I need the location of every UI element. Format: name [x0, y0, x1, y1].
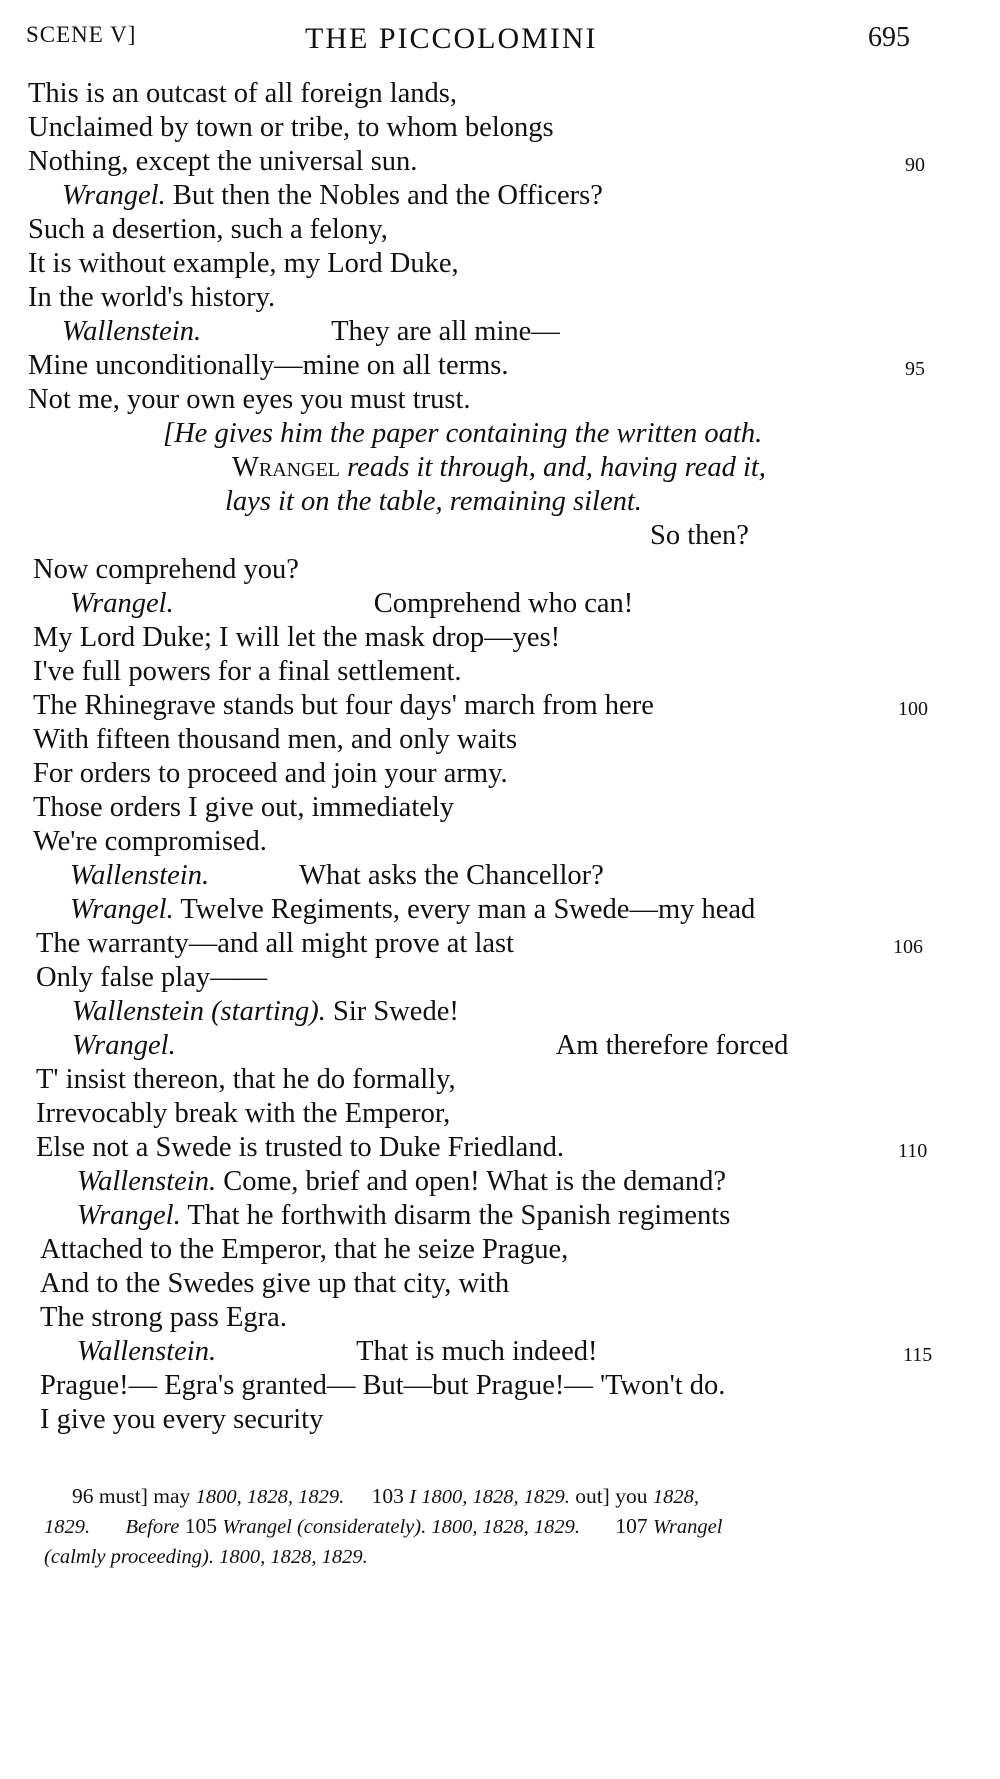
speech-text: Comprehend who can! [373, 588, 634, 619]
speech-text: What asks the Chancellor? [299, 860, 604, 891]
stage-direction: Wrangel reads it through, and, having read it, [232, 452, 766, 483]
verse-line: This is an outcast of all foreign lands, [28, 78, 457, 109]
verse-line: Such a desertion, such a felony, [28, 214, 388, 245]
running-title: THE PICCOLOMINI [305, 22, 598, 55]
speaker-name: Wrangel. [72, 1030, 176, 1061]
verse-line: Unclaimed by town or tribe, to whom belongs [28, 112, 554, 143]
verse-line: Not me, your own eyes you must trust. [28, 384, 471, 415]
page-number: 695 [868, 22, 910, 53]
verse-line: The strong pass Egra. [40, 1302, 287, 1333]
footnote-line: 1829. Before 105 Wrangel (considerately). 1800, 1828, 1829. 107 Wrangel [44, 1514, 723, 1538]
line-number: 106 [893, 936, 923, 958]
speaker-name: Wallenstein. [70, 860, 210, 891]
line-number: 110 [898, 1140, 928, 1162]
verse-line: My Lord Duke; I will let the mask drop—yes! [33, 622, 561, 653]
verse-line: Attached to the Emperor, that he seize Prague, [40, 1234, 569, 1265]
verse-line: The warranty—and all might prove at last [36, 928, 515, 959]
verse-line: And to the Swedes give up that city, with [40, 1268, 510, 1299]
speech-text: That is much indeed! [356, 1336, 598, 1367]
speaker-name: Wrangel. [70, 894, 174, 925]
verse-line: Else not a Swede is trusted to Duke Friedland. [36, 1132, 564, 1163]
line-number: 115 [903, 1344, 933, 1366]
verse-line: Only false play—— [36, 962, 268, 993]
speech-text: But then the Nobles and the Officers? [172, 180, 603, 211]
verse-line: It is without example, my Lord Duke, [28, 248, 459, 279]
verse-line [77, 1199, 730, 1233]
line-number: 100 [898, 698, 928, 720]
verse-line: I've full powers for a final settlement. [33, 656, 462, 687]
speech-text: Sir Swede! [332, 996, 459, 1027]
speech-text: They are all mine— [331, 316, 560, 347]
speaker-name: Wrangel. [70, 588, 174, 619]
line-number: 95 [905, 358, 925, 380]
footnote-line: 96 must] may 1800, 1828, 1829. 103 I 1800, 1828, 1829. out] you 1828, [72, 1484, 699, 1508]
character-name: Wrangel [232, 452, 341, 483]
verse-line [72, 1029, 788, 1063]
verse-line: Prague!— Egra's granted— But—but Prague!— 'Twon't do. [40, 1370, 726, 1401]
line-number: 90 [905, 154, 925, 176]
verse-line: Those orders I give out, immediately [33, 792, 455, 823]
speaker-name: Wallenstein. [77, 1336, 217, 1367]
verse-line: We're compromised. [33, 826, 267, 857]
verse-line: Irrevocably break with the Emperor, [36, 1098, 451, 1129]
verse-line: Now comprehend you? [33, 554, 299, 585]
verse-line: Nothing, except the universal sun. [28, 146, 418, 177]
stage-direction: lays it on the table, remaining silent. [225, 486, 642, 517]
speech-text: Twelve Regiments, every man a Swede—my head [180, 894, 756, 925]
verse-line [77, 1165, 726, 1199]
verse-line: In the world's history. [28, 282, 276, 313]
verse-line: For orders to proceed and join your army. [33, 758, 508, 789]
verse-line: T' insist thereon, that he do formally, [36, 1064, 456, 1095]
verse-line: Mine unconditionally—mine on all terms. [28, 350, 509, 381]
speech-text: That he forthwith disarm the Spanish regiments [187, 1200, 731, 1231]
verse-line: With fifteen thousand men, and only waits [33, 724, 518, 755]
footnote-line: (calmly proceeding). 1800, 1828, 1829. [44, 1546, 368, 1568]
verse-line: I give you every security [40, 1404, 324, 1435]
speaker-name: Wallenstein. [62, 316, 202, 347]
verse-line [70, 587, 633, 621]
speech-text: Am therefore forced [555, 1030, 789, 1061]
verse-line [70, 859, 604, 893]
verse-line [62, 179, 603, 213]
speech-text: Come, brief and open! What is the demand? [223, 1166, 727, 1197]
scene-header: SCENE V] [26, 22, 137, 47]
verse-line [62, 315, 560, 349]
speaker-name: Wallenstein (starting). [72, 996, 326, 1027]
verse-line: So then? [650, 520, 749, 551]
speaker-name: Wrangel. [62, 180, 166, 211]
verse-line: The Rhinegrave stands but four days' march from here [33, 690, 654, 721]
stage-direction: [He gives him the paper containing the written oath. [163, 418, 763, 449]
verse-line [72, 995, 459, 1029]
verse-line [70, 893, 755, 927]
speaker-name: Wrangel. [77, 1200, 181, 1231]
speaker-name: Wallenstein. [77, 1166, 217, 1197]
verse-line [77, 1335, 597, 1369]
